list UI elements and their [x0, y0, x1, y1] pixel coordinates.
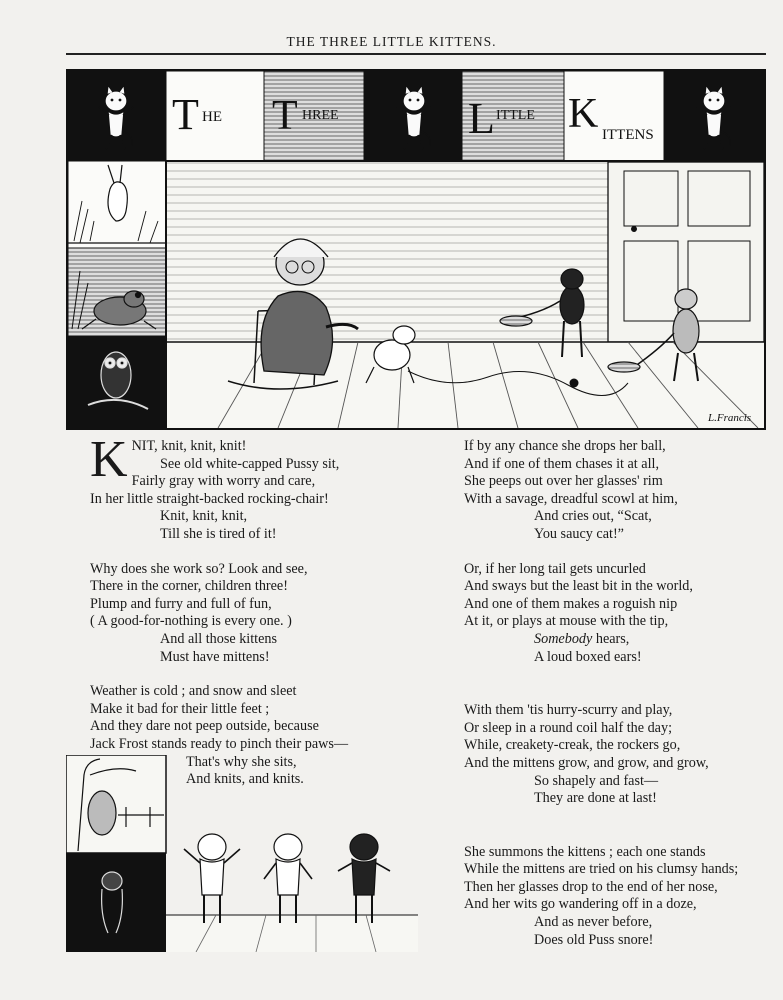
- poem-line: A loud boxed ears!: [534, 648, 642, 665]
- poem-line: You saucy cat!”: [534, 525, 624, 542]
- poem-line: And knits, and knits.: [186, 771, 304, 788]
- poem-line: And her wits go wandering off in a doze,: [464, 896, 697, 913]
- poem-line: So shapely and fast—: [534, 772, 659, 789]
- poem-line: Why does she work so? Look and see,: [90, 560, 308, 577]
- running-head: THE THREE LITTLE KITTENS.: [286, 34, 497, 49]
- poem-line: There in the corner, children three!: [90, 578, 288, 595]
- poem-line: While, creakety-creak, the rockers go,: [464, 737, 681, 754]
- poem-line: And the mittens grow, and grow, and grow,: [464, 754, 709, 771]
- poem-line: NIT, knit, knit, knit!: [131, 438, 247, 454]
- svg-text:HE: HE: [202, 109, 222, 125]
- kittens-with-mittens-illustration: [66, 755, 418, 952]
- svg-text:K: K: [568, 91, 599, 137]
- poem-line: She peeps out over her glasses' rim: [464, 473, 663, 490]
- stanza: [464, 702, 738, 808]
- stanza: [464, 561, 738, 667]
- poem-line: In her little straight-backed rocking-chair!: [90, 490, 329, 507]
- svg-text:HREE: HREE: [302, 108, 339, 123]
- svg-text:ITTENS: ITTENS: [602, 127, 654, 143]
- poem-line: If by any chance she drops her ball,: [464, 438, 666, 454]
- poem-line: Does old Puss snore!: [534, 931, 654, 948]
- poem-left-column: [90, 431, 349, 806]
- poem-line: Weather is cold ; and snow and sleet: [90, 683, 297, 700]
- poem-line: That's why she sits,: [186, 753, 297, 770]
- three-kittens-image: [184, 834, 390, 923]
- poem-line: And sways but the least bit in the world,: [464, 578, 693, 595]
- poem-line: And cries out, “Scat,: [534, 508, 652, 525]
- svg-text:L: L: [468, 94, 495, 143]
- stanza: [464, 844, 738, 950]
- poem-line: Plump and furry and full of fun,: [90, 595, 272, 612]
- poem-line: Or, if her long tail gets uncurled: [464, 560, 646, 577]
- poem-line: Till she is tired of it!: [160, 525, 277, 542]
- poem-right-column: [464, 438, 738, 966]
- title-illustration: [66, 69, 766, 430]
- poem-line: At it, or plays at mouse with the tip,: [464, 613, 669, 630]
- stanza: [464, 438, 738, 544]
- poem-line: And as never before,: [534, 914, 653, 931]
- poem-line: While the mittens are tried on his clumsy hands;: [464, 861, 739, 878]
- artist-signature: L.Francis: [708, 412, 752, 424]
- poem-line: With a savage, dreadful scowl at him,: [464, 490, 678, 507]
- poem-line: See old white-capped Pussy sit,: [160, 455, 340, 472]
- drop-cap: K: [90, 431, 128, 488]
- poem-line: Jack Frost stands ready to pinch their paws—: [90, 735, 349, 752]
- stanza: [90, 431, 348, 544]
- poem-line: Somebody hears,: [534, 630, 630, 647]
- poem-line: They are done at last!: [534, 790, 657, 807]
- svg-text:ITTLE: ITTLE: [496, 108, 535, 123]
- poem-line: And they dare not peep outside, because: [90, 718, 319, 735]
- poem-line: Or sleep in a round coil half the day;: [464, 719, 673, 736]
- poem-line: And if one of them chases it at all,: [464, 455, 660, 472]
- poem-line: Then her glasses drop to the end of her nose,: [464, 878, 718, 895]
- title-letter-t: T: [172, 90, 199, 139]
- room-scene-image: [167, 162, 764, 428]
- poem-line: Knit, knit, knit,: [160, 508, 248, 525]
- poem-line: Fairly gray with worry and care,: [131, 473, 316, 490]
- poem-line: She summons the kittens ; each one stands: [464, 843, 706, 860]
- poem-line: And one of them makes a roguish nip: [464, 595, 678, 612]
- poem-line: And all those kittens: [160, 630, 278, 647]
- poem-line: Must have mittens!: [160, 648, 270, 665]
- poem-line: Make it bad for their little feet ;: [90, 700, 270, 717]
- header-rule: [66, 53, 766, 55]
- stanza: [90, 561, 348, 667]
- yarn-ball-image: [570, 379, 579, 388]
- poem-line: ( A good-for-nothing is every one. ): [90, 613, 292, 630]
- poem-line: With them 'tis hurry-scurry and play,: [464, 702, 673, 719]
- svg-text:T: T: [272, 93, 298, 139]
